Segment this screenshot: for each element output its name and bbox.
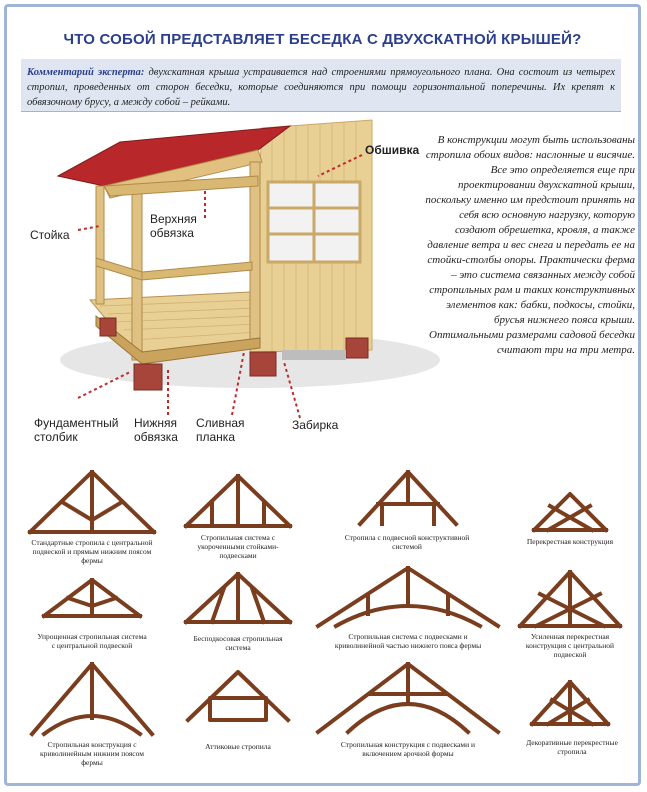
truss-8 — [520, 572, 620, 626]
truss-caption-2: Стропильная система с укороченными стойками-подвесками — [197, 533, 279, 560]
truss-4 — [534, 494, 606, 530]
truss-1 — [30, 472, 154, 532]
truss-5 — [44, 580, 140, 616]
truss-12 — [532, 682, 608, 724]
truss-9 — [32, 664, 152, 734]
truss-caption-4: Перекрестная конструкция — [526, 537, 614, 546]
truss-caption-11: Стропильная конструкция с подвесками и включением арочной формы — [340, 740, 476, 758]
truss-6 — [186, 574, 290, 622]
truss-11 — [318, 664, 498, 732]
truss-10 — [188, 672, 288, 720]
truss-caption-6: Бесподкосовая стропильная система — [193, 634, 283, 652]
truss-2 — [186, 476, 290, 526]
label-fundament: Фундаментный столбик — [34, 416, 119, 444]
label-verhnyaya: Верхняя обвязка — [150, 212, 197, 240]
truss-caption-7: Стропильная система с подвесками и криволинейной частью нижнего пояса фермы — [334, 632, 482, 650]
truss-caption-8: Усиленная перекрестная конструкция с центральной подвеской — [525, 632, 615, 659]
label-slivnaya: Сливная планка — [196, 416, 245, 444]
page-title: ЧТО СОБОЙ ПРЕДСТАВЛЯЕТ БЕСЕДКА С ДВУХСКАТНОЙ КРЫШЕЙ? — [63, 31, 582, 48]
truss-3 — [360, 472, 456, 524]
truss-caption-10: Аттиковые стропила — [205, 742, 271, 751]
side-description: В конструкции могут быть использованы стропила обоих видов: наслонные и висячие. Все это определяется еще при проектировании двухскатной крыши, поскольку именно им предстоит принять на себя всю основную нагрузку, которую создают обрешетка, кровля, а также давление ветра и вес снега и передать ее на стойки-столбы опоры. Практически ферма – это система связанных между собой стропильных рам и таких конструктивных элементов как: бабки, подкосы, стойки, брусья нижнего пояса крыши. Оптимальными размерами садовой беседки считают три на три метра. — [425, 134, 635, 356]
expert-text: двухскатная крыша устраивается над строениями прямоугольного плана. Она состоит из четырех стропил, проведенных от сторон беседки, которые соединяются при помощи горизонтальной поперечины. Их крепят к обвязочному брусу, а между собой – рейками. — [27, 67, 615, 108]
truss-caption-1: Стандартные стропила с центральной подвеской и прямым нижним поясом фермы — [31, 538, 153, 565]
truss-caption-12: Декоративные перекрестные стропила — [526, 738, 618, 756]
expert-lead: Комментарий эксперта: — [27, 67, 145, 78]
truss-caption-5: Упрощенная стропильная система с центральной подвеской — [37, 632, 147, 650]
truss-7 — [318, 568, 498, 626]
truss-caption-3: Стропила с подвесной конструктивной системой — [344, 533, 470, 551]
label-zabirka: Забирка — [292, 418, 339, 432]
truss-caption-9: Стропильная конструкция с криволинейным нижним поясом фермы — [40, 740, 144, 767]
label-nizhnyaya: Нижняя обвязка — [134, 416, 178, 444]
label-stoyka: Стойка — [30, 228, 70, 242]
label-obshivka: Обшивка — [365, 143, 420, 157]
